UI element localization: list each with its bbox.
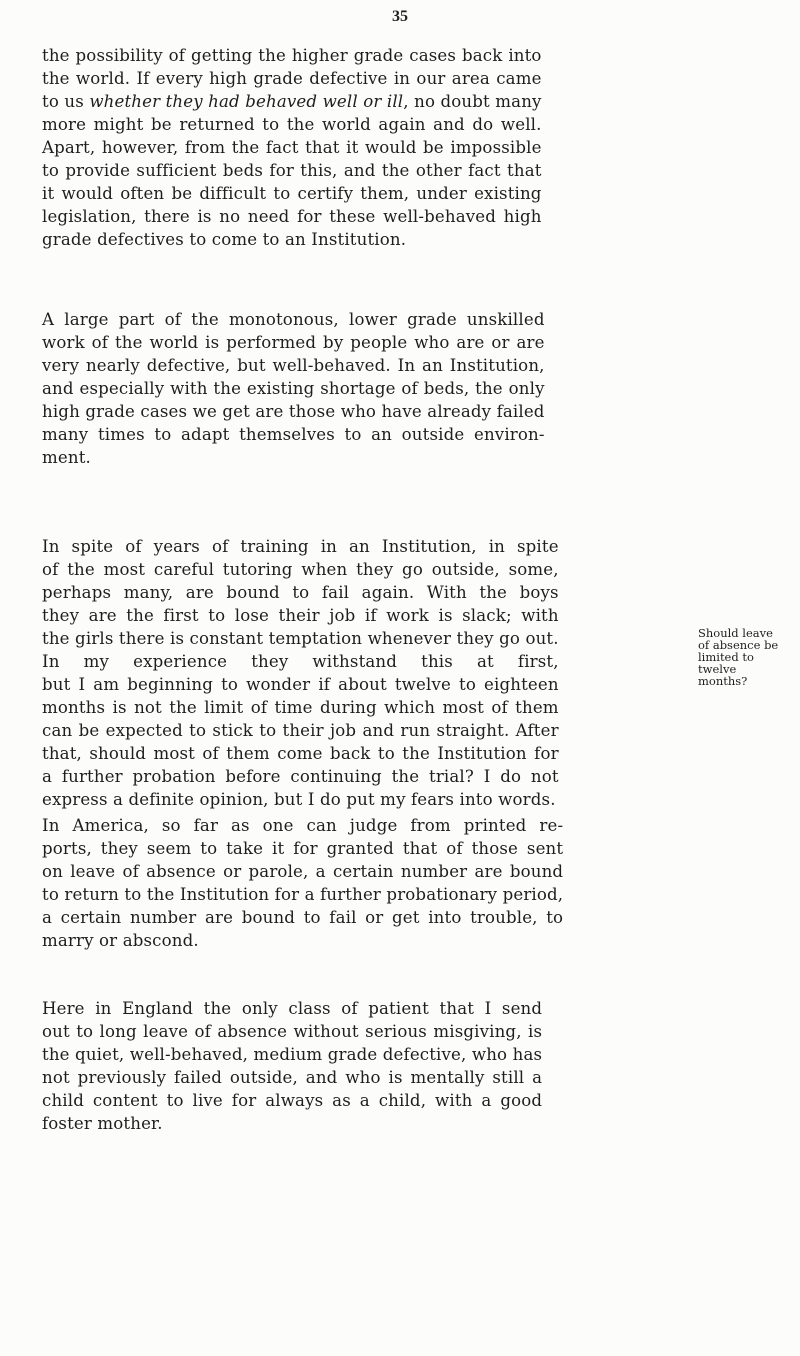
text-line: but I am beginning to wonder if about twelve to eighteen (42, 675, 559, 694)
text-line: high grade cases we get are those who have already failed (42, 402, 545, 421)
text-line: express a definite opinion, but I do put my fears into words. (42, 790, 556, 809)
text-line: a further probation before continuing the trial? I do not (42, 767, 559, 786)
text-line: Apart, however, from the fact that it would be impossible (42, 138, 542, 157)
text-line: more might be returned to the world again and do well. (42, 115, 542, 134)
text-line: that, should most of them come back to the Institution for (42, 744, 559, 763)
text-line: not previously failed outside, and who is mentally still a (42, 1068, 543, 1087)
margin-note-line: twelve (698, 662, 737, 676)
margin-note-line: limited to (698, 650, 754, 664)
text-line: legislation, there is no need for these well-behaved high (42, 207, 542, 226)
margin-note (698, 627, 798, 687)
page-number: 35 (392, 8, 408, 25)
margin-note-line: months? (698, 674, 748, 688)
text-line: on leave of absence or parole, a certain number are bound (42, 862, 564, 881)
text-line: very nearly defective, but well-behaved. In an Institution, (42, 356, 545, 375)
paragraph-5 (42, 997, 542, 1135)
text-line: perhaps many, are bound to fail again. With the boys (42, 583, 559, 602)
text-line: work of the world is performed by people who are or are (42, 333, 545, 352)
text-line: A large part of the monotonous, lower grade unskilled (42, 310, 545, 329)
text-line: months is not the limit of time during which most of them (42, 698, 559, 717)
text-line: a certain number are bound to fail or get into trouble, to (42, 908, 564, 927)
text-line: Here in England the only class of patient that I send (42, 999, 543, 1018)
text-line: it would often be difficult to certify them, under existing (42, 184, 542, 203)
text-line: the quiet, well-behaved, medium grade defective, who has (42, 1045, 543, 1064)
text-line: to us whether they had behaved well or ill, no doubt many (42, 92, 542, 111)
text-line: the world. If every high grade defective in our area came (42, 69, 542, 88)
margin-note-line: of absence be (698, 638, 779, 652)
text-line: In America, so far as one can judge from printed re- (42, 816, 564, 835)
text-line: to return to the Institution for a further probationary period, (42, 885, 564, 904)
text-line: ment. (42, 448, 91, 467)
text-line: the girls there is constant temptation whenever they go out. (42, 629, 559, 648)
text-line: of the most careful tutoring when they go outside, some, (42, 560, 559, 579)
paragraph-3 (42, 535, 559, 811)
text-line: In my experience they withstand this at first, (42, 652, 559, 671)
text-line: foster mother. (42, 1114, 163, 1133)
text-line: child content to live for always as a child, with a good (42, 1091, 543, 1110)
paragraph-2 (42, 308, 545, 469)
text-line: marry or abscond. (42, 931, 199, 950)
text-line: they are the first to lose their job if work is slack; with (42, 606, 559, 625)
text-line: In spite of years of training in an Institution, in spite (42, 537, 559, 556)
margin-note-line: Should leave (698, 626, 773, 640)
text-line: to provide sufficient beds for this, and the other fact that (42, 161, 542, 180)
text-line: grade defectives to come to an Institution. (42, 230, 407, 249)
text-line: and especially with the existing shortage of beds, the only (42, 379, 545, 398)
text-line: can be expected to stick to their job and run straight. After (42, 721, 559, 740)
text-line: the possibility of getting the higher grade cases back into (42, 46, 542, 65)
text-line: many times to adapt themselves to an outside environ- (42, 425, 545, 444)
paragraph-4 (42, 814, 563, 952)
paragraph-1 (42, 44, 542, 251)
text-line: ports, they seem to take it for granted that of those sent (42, 839, 564, 858)
text-line: out to long leave of absence without serious misgiving, is (42, 1022, 543, 1041)
